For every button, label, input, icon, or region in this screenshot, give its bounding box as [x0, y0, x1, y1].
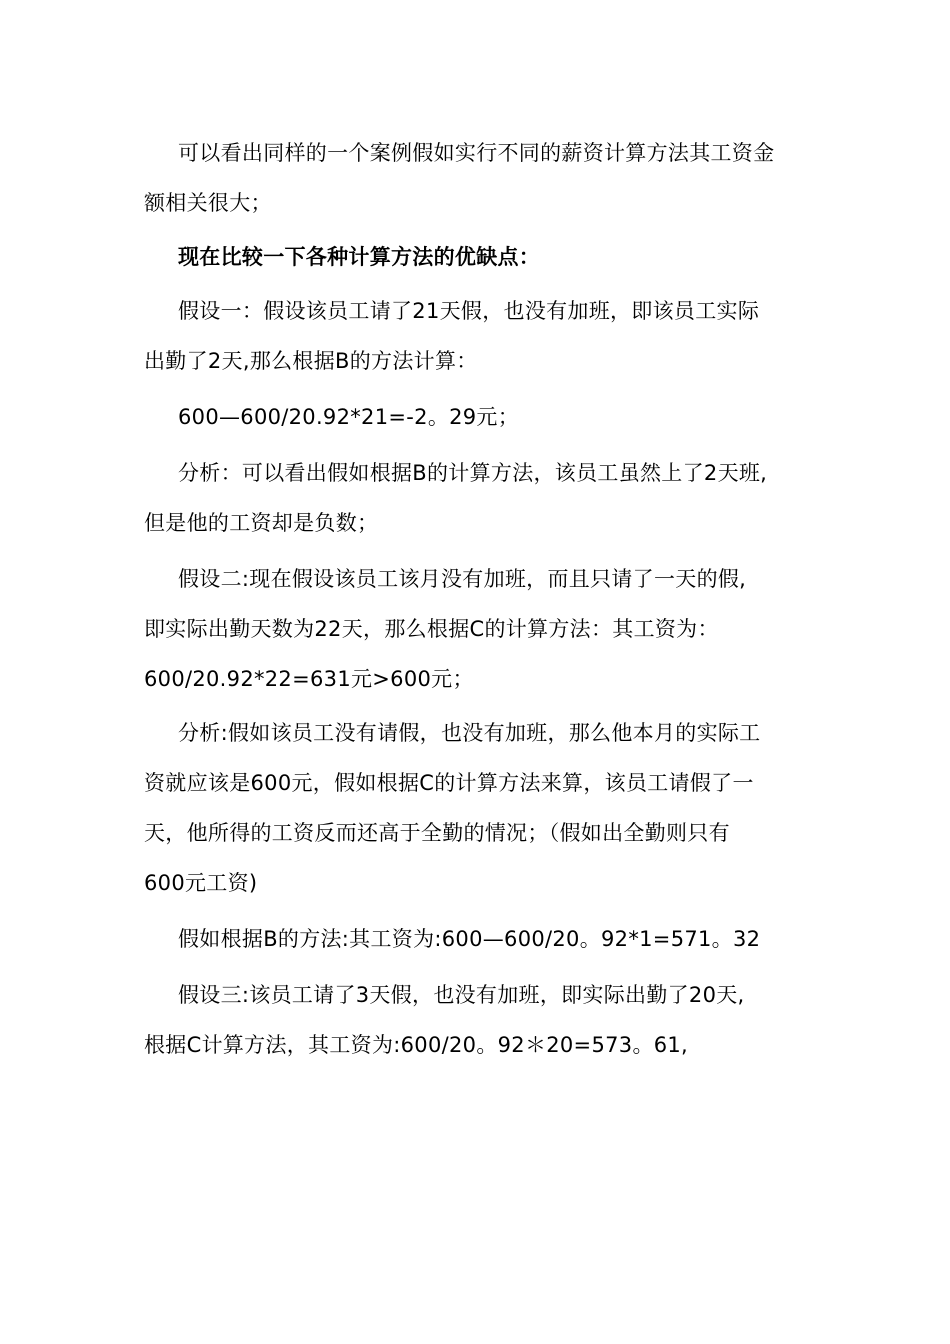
section-heading: 现在比较一下各种计算方法的优缺点： [178, 245, 541, 269]
paragraph-line: 但是他的工资却是负数； [144, 511, 379, 535]
paragraph-line: 即实际出勤天数为22天，那么根据C的计算方法：其工资为： [144, 617, 719, 641]
paragraph-line: 假设三:该员工请了3天假，也没有加班，即实际出勤了20天, [178, 983, 745, 1007]
paragraph-line: 出勤了2天,那么根据B的方法计算： [144, 349, 478, 373]
paragraph-line: 根据C计算方法，其工资为:600/20。92＊20=573。61, [144, 1033, 689, 1057]
formula-line: 600—600/20.92*21=-2。29元； [178, 405, 520, 429]
paragraph-line: 600元工资) [144, 871, 258, 895]
paragraph-line: 资就应该是600元，假如根据C的计算方法来算，该员工请假了一 [144, 771, 754, 795]
paragraph-line: 额相关很大； [144, 191, 272, 215]
formula-line: 假如根据B的方法:其工资为:600—600/20。92*1=571。32 [178, 927, 761, 951]
paragraph-line: 假设一：假设该员工请了21天假，也没有加班，即该员工实际 [178, 299, 760, 323]
formula-line: 600/20.92*22=631元>600元； [144, 667, 474, 691]
paragraph-line: 假设二:现在假设该员工该月没有加班，而且只请了一天的假, [178, 567, 747, 591]
paragraph-line: 分析：可以看出假如根据B的计算方法，该员工虽然上了2天班, [178, 461, 768, 485]
paragraph-line: 可以看出同样的一个案例假如实行不同的薪资计算方法其工资金 [178, 141, 775, 165]
paragraph-line: 天，他所得的工资反而还高于全勤的情况；（假如出全勤则只有 [144, 821, 730, 845]
paragraph-line: 分析:假如该员工没有请假，也没有加班，那么他本月的实际工 [178, 721, 761, 745]
